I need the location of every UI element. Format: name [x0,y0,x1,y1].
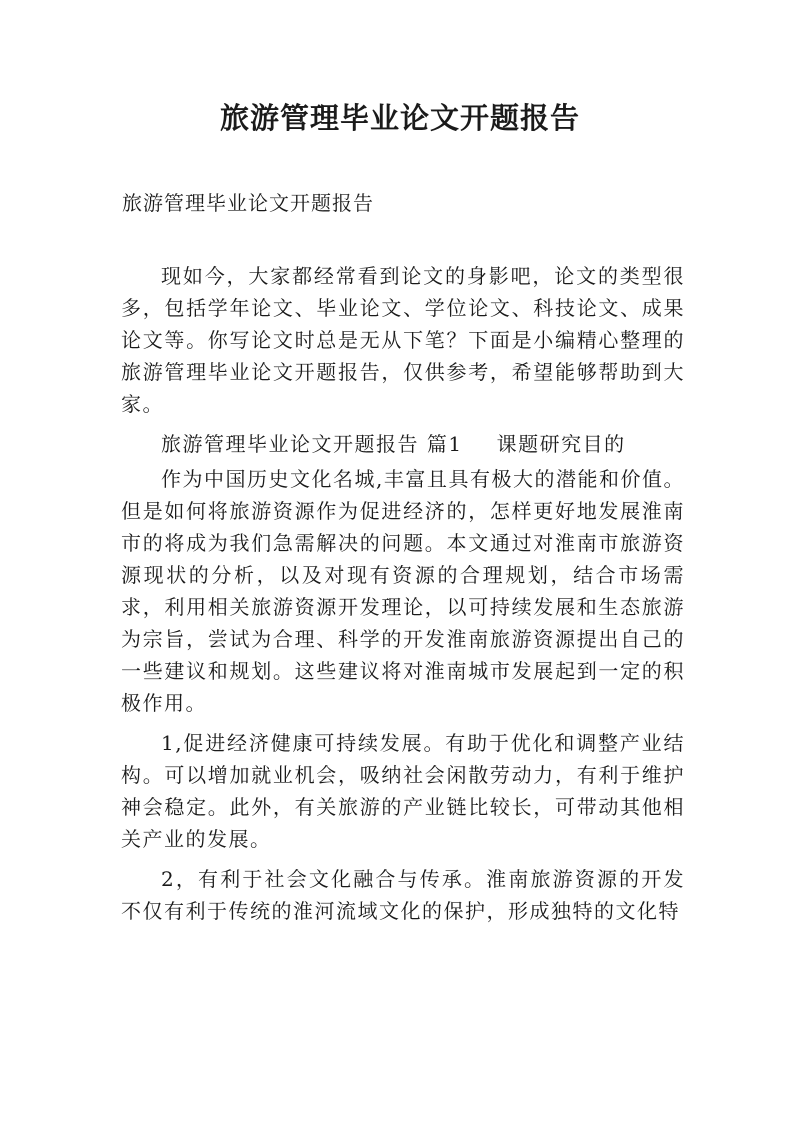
document-title: 旅游管理毕业论文开题报告 [219,101,580,135]
intro-paragraph: 现如今，大家都经常看到论文的身影吧，论文的类型很多，包括学年论文、毕业论文、学位论文、科技论文、成果论文等。你写论文时总是无从下笔？下面是小编精心整理的旅游管理毕业论文开题报告，仅供参考，希望能够帮助到大家。 [121,264,685,416]
section-heading: 旅游管理毕业论文开题报告 篇1 [161,432,463,456]
section-heading-line [121,428,685,460]
section-subheading: 课题研究目的 [496,432,626,456]
point-2-paragraph: 2，有利于社会文化融合与传承。淮南旅游资源的开发不仅有利于传统的淮河流域文化的保护，形成独特的文化特 [121,867,685,923]
purpose-paragraph: 作为中国历史文化名城,丰富且具有极大的潜能和价值。但是如何将旅游资源作为促进经济的，怎样更好地发展淮南市的将成为我们急需解决的问题。本文通过对淮南市旅游资源现状的分析，以及对现有资源的合理规划，结合市场需求，利用相关旅游资源开发理论，以可持续发展和生态旅游为宗旨，尝试为合理、科学的开发淮南旅游资源提出自己的一些建议和规划。这些建议将对淮南城市发展起到一定的积极作用。 [121,467,685,715]
document-subtitle: 旅游管理毕业论文开题报告 [122,191,374,215]
point-1-paragraph: 1,促进经济健康可持续发展。有助于优化和调整产业结构。可以增加就业机会，吸纳社会闲散劳动力，有利于维护神会稳定。此外，有关旅游的产业链比较长，可带动其他相关产业的发展。 [121,731,685,851]
document-body [121,260,685,935]
